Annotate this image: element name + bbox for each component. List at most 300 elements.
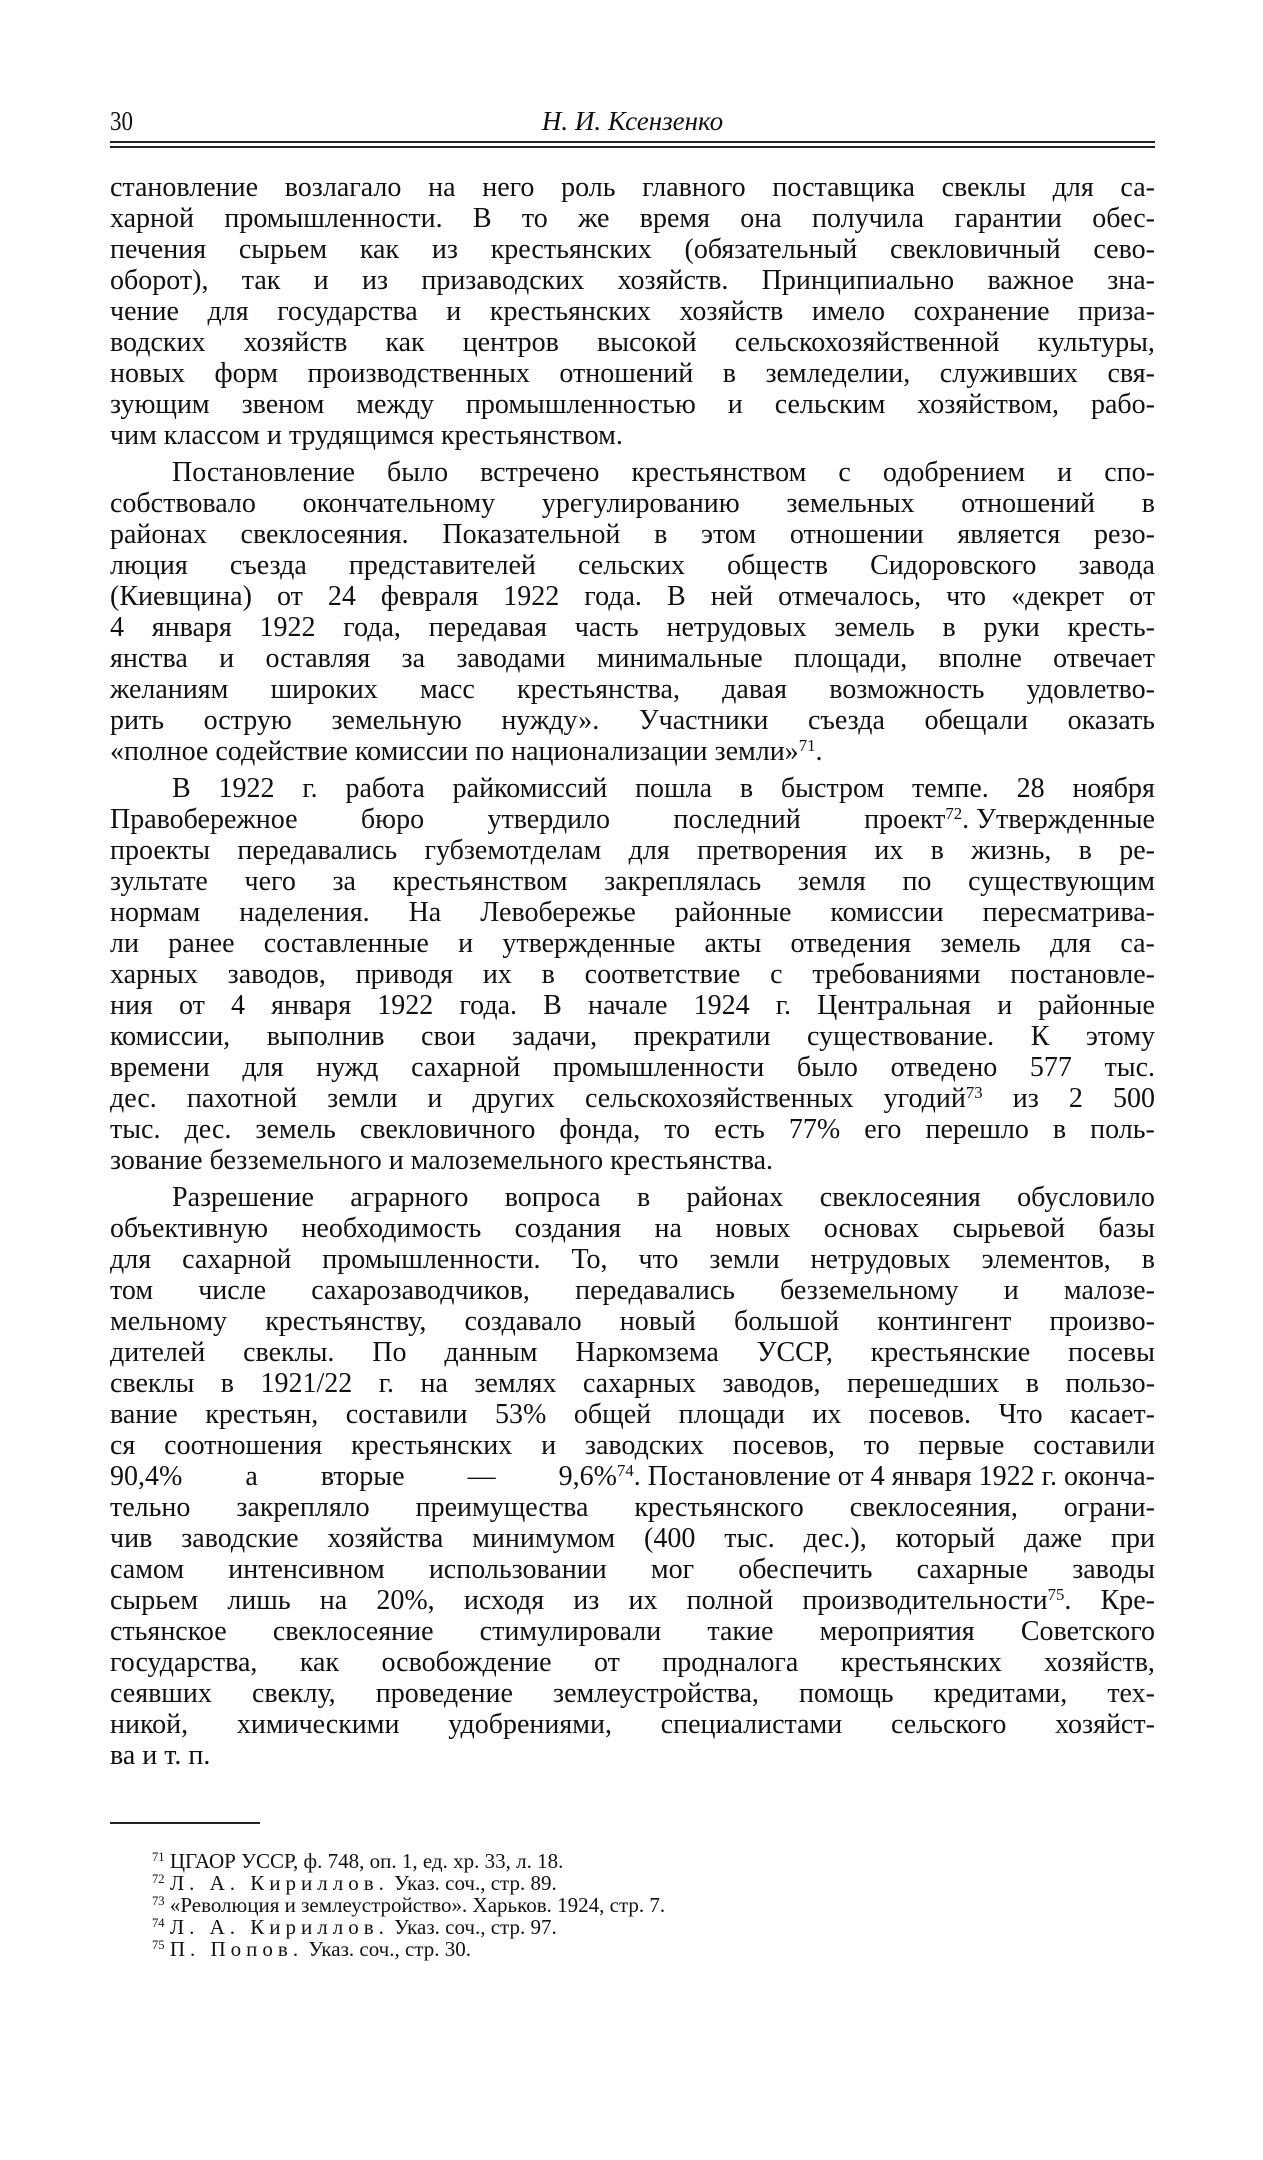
word: приза-: [1078, 296, 1155, 327]
text-line: [110, 1647, 1155, 1678]
word: нужд: [316, 1052, 379, 1083]
word: в: [220, 1368, 234, 1399]
word: заводов,: [227, 959, 326, 990]
word: свеклосеяния.: [240, 519, 409, 550]
word: свеклосеяние: [272, 1616, 434, 1647]
word: В: [472, 203, 492, 234]
word: земледелии,: [765, 358, 911, 389]
word: получила: [812, 203, 925, 234]
word: их: [482, 959, 512, 990]
word: сырьем: [238, 234, 328, 265]
word: существование.: [807, 1021, 995, 1052]
word: (обязательный: [684, 234, 858, 265]
word: числе: [198, 1275, 267, 1306]
footnote-number: 72: [152, 1872, 165, 1887]
word: сахарозаводчиков,: [311, 1275, 530, 1306]
word: передавались: [575, 1275, 735, 1306]
word: 4: [230, 990, 245, 1021]
word: часть: [574, 612, 639, 643]
word: новых: [110, 358, 186, 389]
word: харной: [110, 203, 195, 234]
word: крестьян,: [205, 1399, 319, 1430]
word: обес-: [1092, 203, 1155, 234]
text-line: [110, 457, 1155, 488]
word: свя-: [1107, 358, 1155, 389]
word: В: [172, 773, 191, 804]
footnote-number: 73: [152, 1894, 165, 1909]
word: года.: [459, 990, 518, 1021]
word: и: [446, 296, 462, 327]
word: На: [408, 897, 442, 928]
text-line: [110, 804, 1155, 835]
word: что: [946, 581, 987, 612]
word: от: [178, 990, 205, 1021]
word: хозяйств: [243, 327, 348, 358]
text-line: [110, 1461, 1155, 1492]
word: ранее: [168, 928, 235, 959]
text-line: [110, 1275, 1155, 1306]
word: важное: [987, 265, 1074, 296]
word: крестьянских: [489, 296, 651, 327]
word: дес.),: [803, 1523, 867, 1554]
footnote-text: Указ. соч., стр. 97.: [388, 1915, 557, 1939]
footnote: [152, 1938, 1052, 1960]
word: районные: [674, 897, 792, 928]
word: промышленности: [552, 1052, 765, 1083]
word: тельно: [110, 1492, 191, 1523]
text-line: [110, 1523, 1155, 1554]
page-number: 30: [110, 106, 133, 136]
word: закреплялась: [604, 866, 762, 897]
word: произво-: [1049, 1306, 1155, 1337]
word: в: [739, 773, 754, 804]
word: свекловичного: [359, 1114, 536, 1145]
word: прекратили: [633, 1021, 771, 1052]
word: малозе-: [1063, 1275, 1155, 1306]
word: продналога: [662, 1647, 799, 1678]
word: желаниям: [110, 674, 229, 705]
word: Показательной: [442, 519, 621, 550]
footnote-number: 74: [152, 1916, 165, 1931]
word: Что: [998, 1399, 1043, 1430]
footnote-text: Указ. соч., стр. 30.: [303, 1937, 471, 1961]
word: промышленности.: [322, 1244, 541, 1275]
word: 1922: [218, 773, 275, 804]
word: и: [1003, 1275, 1019, 1306]
word: 4: [110, 612, 124, 643]
word: культуры,: [1037, 327, 1155, 358]
word: передавая: [428, 612, 547, 643]
word: необходимость: [301, 1213, 482, 1244]
word: составили: [345, 1399, 468, 1430]
word: в: [722, 358, 736, 389]
text-line: [110, 1430, 1155, 1461]
word: комиссии,: [110, 1021, 231, 1052]
word: г.: [302, 773, 318, 804]
word: темпе.: [911, 773, 989, 804]
word: посевов,: [732, 1430, 835, 1461]
word: становление: [110, 172, 259, 203]
word: сельских: [578, 550, 685, 581]
word: чение: [110, 296, 179, 327]
word: в: [1025, 1368, 1039, 1399]
word: тех-: [1107, 1678, 1155, 1709]
word: призаводских: [421, 265, 585, 296]
word: представителей: [348, 550, 536, 581]
word: заводов,: [722, 1368, 821, 1399]
text-line: [110, 1368, 1155, 1399]
word: него: [482, 172, 535, 203]
word: из: [361, 265, 389, 296]
word: между: [356, 389, 434, 420]
word: пошла: [635, 773, 713, 804]
text-line: [110, 1244, 1155, 1275]
word: было: [387, 457, 449, 488]
footnote-ref[interactable]: 72: [945, 803, 963, 823]
footnote: [152, 1894, 1052, 1916]
word: сахарных: [582, 1368, 696, 1399]
word: ней: [710, 581, 754, 612]
footnote-ref[interactable]: 71: [798, 735, 816, 755]
word: и: [541, 1430, 557, 1461]
word: Центральная: [817, 990, 972, 1021]
word: заводами: [456, 643, 566, 674]
text-line: [110, 389, 1155, 420]
word: урегулированию: [541, 488, 740, 519]
word: и: [727, 389, 743, 420]
word: же: [578, 203, 610, 234]
word: харных: [110, 959, 198, 990]
word: последний: [673, 804, 801, 835]
word: специалистами: [660, 1709, 843, 1740]
word: Разрешение: [172, 1182, 314, 1213]
word: кредитами,: [933, 1678, 1068, 1709]
word: По: [372, 1337, 407, 1368]
text-line: [110, 296, 1155, 327]
text-line: [110, 265, 1155, 296]
word: такие: [707, 1616, 774, 1647]
word: тыс.: [110, 1114, 161, 1145]
word: 1922: [259, 612, 316, 643]
word: аграрного: [350, 1182, 469, 1213]
word: существующим: [968, 866, 1155, 897]
paragraph: [110, 457, 1155, 767]
word: губземотделам: [424, 835, 602, 866]
text-line: [110, 612, 1155, 643]
line-text: дес. пахотной земли и других сельскохозяйственных угодий: [110, 1083, 966, 1114]
text-line: [110, 327, 1155, 358]
word: вание: [110, 1399, 178, 1430]
word: составленные: [263, 928, 429, 959]
word: поставщика: [772, 172, 915, 203]
word: в: [1052, 1114, 1067, 1145]
text-line: [110, 1399, 1155, 1430]
word: земель: [834, 612, 915, 643]
word: свои: [421, 1021, 476, 1052]
word: касает-: [1070, 1399, 1155, 1430]
word: звеном: [241, 389, 325, 420]
word: земель: [940, 928, 1021, 959]
word: было: [796, 1052, 858, 1083]
word: В: [543, 990, 562, 1021]
word: бюро: [360, 804, 425, 835]
word: Принципиально: [761, 265, 955, 296]
word: минимальные: [596, 643, 763, 674]
footnote-ref[interactable]: 74: [616, 1460, 634, 1480]
text-line: [110, 959, 1155, 990]
word: 24: [327, 581, 356, 612]
word: ния: [110, 990, 153, 1021]
word: в: [654, 519, 668, 550]
footnote: [152, 1916, 1052, 1938]
footnote-ref[interactable]: 75: [1047, 1584, 1065, 1604]
word: 90,4%: [110, 1461, 183, 1492]
word: острую: [203, 705, 292, 736]
word: фонда,: [559, 1114, 641, 1145]
word: крестьянского: [634, 1492, 804, 1523]
footnote-separator: [110, 1822, 260, 1824]
text-line: [110, 420, 1155, 451]
text-line: [110, 643, 1155, 674]
word: обеспечить: [738, 1554, 873, 1585]
word: нормам: [110, 897, 201, 928]
word: комиссии: [830, 897, 944, 928]
word: отношении: [789, 519, 924, 550]
word: райкомиссий: [452, 773, 608, 804]
word: съезда: [807, 705, 885, 736]
word: сево-: [1093, 234, 1155, 265]
word: для: [110, 1244, 152, 1275]
word: сеявших: [110, 1678, 212, 1709]
text-line: [110, 1145, 1155, 1176]
word: посевов.: [868, 1399, 972, 1430]
word: даже: [1024, 1523, 1083, 1554]
word: года.: [584, 581, 642, 612]
word: ограни-: [1063, 1492, 1155, 1523]
word: требованиями: [812, 959, 981, 990]
word: данным: [444, 1337, 538, 1368]
word: тыс.: [724, 1523, 775, 1554]
line-text-tail: . Кре-: [1064, 1585, 1155, 1616]
word: 1922: [377, 990, 434, 1021]
word: от: [276, 581, 303, 612]
word: земельных: [786, 488, 915, 519]
word: УССР,: [756, 1337, 833, 1368]
word: времени: [110, 1052, 210, 1083]
word: соответствие: [584, 959, 741, 990]
word: как: [385, 327, 425, 358]
word: государства,: [110, 1647, 258, 1678]
word: самом: [110, 1554, 185, 1585]
word: новых: [715, 1213, 791, 1244]
word: форм: [214, 358, 278, 389]
word: претворения: [697, 835, 848, 866]
word: удобрениями,: [448, 1709, 612, 1740]
word: закрепляло: [236, 1492, 370, 1523]
word: спо-: [1104, 457, 1155, 488]
word: никой,: [110, 1709, 189, 1740]
word: К: [1030, 1021, 1050, 1052]
word: его: [864, 1114, 902, 1145]
text-line: [110, 773, 1155, 804]
paragraph: [110, 1182, 1155, 1771]
word: постановле-: [1010, 959, 1155, 990]
word: сырьевой: [952, 1213, 1066, 1244]
word: ся: [110, 1430, 136, 1461]
word: районах: [686, 1182, 784, 1213]
word: от: [594, 1647, 620, 1678]
word: от: [1129, 581, 1155, 612]
word: гарантии: [954, 203, 1062, 234]
word: тыс.: [1104, 1052, 1155, 1083]
word: крестьянством: [392, 866, 568, 897]
word: хозяйст-: [1055, 1709, 1155, 1740]
word: 577: [1029, 1052, 1072, 1083]
word: в: [942, 612, 956, 643]
word: приводя: [355, 959, 453, 990]
footnote-author: Л. А. Кириллов.: [169, 1915, 389, 1939]
word: помощь: [798, 1678, 894, 1709]
word: в: [1078, 835, 1092, 866]
word: чего: [244, 866, 296, 897]
word: сельскохозяйственной: [734, 327, 1000, 358]
word: крестьянских: [351, 1430, 513, 1461]
word: съезда: [229, 550, 307, 581]
word: рабо-: [1090, 389, 1155, 420]
word: возможность: [829, 674, 985, 705]
word: г.: [378, 1368, 395, 1399]
word: Постановление: [172, 457, 355, 488]
word: для: [242, 1052, 284, 1083]
word: работа: [345, 773, 425, 804]
text-line: [110, 1740, 1155, 1771]
word: 1924: [693, 990, 750, 1021]
word: года,: [343, 612, 401, 643]
word: при: [1110, 1523, 1155, 1554]
header-rule-top: [110, 141, 1155, 143]
text-line: [110, 928, 1155, 959]
text-line: [110, 1021, 1155, 1052]
word: Правобережное: [110, 804, 298, 835]
word: ли: [110, 928, 139, 959]
word: есть: [714, 1114, 765, 1145]
word: как: [299, 1647, 340, 1678]
word: собствовало: [110, 488, 256, 519]
word: масс: [419, 674, 475, 705]
word: производственных: [307, 358, 530, 389]
footnote-ref[interactable]: 73: [965, 1082, 983, 1102]
word: резо-: [1093, 519, 1155, 550]
word: мероприятия: [819, 1616, 975, 1647]
text-line: [110, 1337, 1155, 1368]
word: на: [654, 1213, 682, 1244]
word: она: [740, 203, 782, 234]
word: заводы: [1072, 1554, 1155, 1585]
word: проекты: [110, 835, 211, 866]
line-text-tail: . Утвержденные: [962, 804, 1155, 835]
word: чив: [110, 1523, 153, 1554]
footnote-text: Указ. соч., стр. 89.: [388, 1871, 557, 1895]
paragraph: [110, 172, 1155, 451]
word: соотношения: [164, 1430, 323, 1461]
text-line: [110, 1083, 1155, 1114]
word: водских: [110, 327, 206, 358]
word: Наркомзема: [575, 1337, 719, 1368]
word: отмечалось,: [778, 581, 922, 612]
word: свеклосеяния: [819, 1182, 981, 1213]
line-text: «полное содействие комиссии по национализации земли»: [110, 736, 799, 767]
word: заводских: [584, 1430, 704, 1461]
word: вполне: [938, 643, 1022, 674]
word: са-: [1120, 928, 1155, 959]
word: Участники: [638, 705, 769, 736]
word: обществ: [727, 550, 828, 581]
word: промышленности.: [224, 203, 443, 234]
word: отведено: [890, 1052, 998, 1083]
text-line: [110, 1616, 1155, 1647]
word: акты: [704, 928, 762, 959]
line-text: ва и т. п.: [110, 1740, 211, 1771]
word: и: [219, 643, 235, 674]
word: общей: [573, 1399, 652, 1430]
word: обещали: [924, 705, 1028, 736]
word: завода: [1078, 550, 1155, 581]
word: землеустройства,: [553, 1678, 759, 1709]
text-line: [110, 203, 1155, 234]
word: г.: [775, 990, 792, 1021]
word: наделения.: [239, 897, 370, 928]
word: сохранение: [913, 296, 1050, 327]
word: встречено: [480, 457, 600, 488]
word: января: [151, 612, 232, 643]
word: то: [521, 203, 548, 234]
footnote-text: ЦГАОР УССР, ф. 748, оп. 1, ед. хр. 33, л. 18.: [169, 1849, 564, 1873]
word: начале: [587, 990, 668, 1021]
word: районах: [110, 519, 207, 550]
word: перешло: [925, 1114, 1029, 1145]
text-line: [110, 1306, 1155, 1337]
word: высокой: [596, 327, 697, 358]
word: элементов,: [981, 1244, 1111, 1275]
word: сельского: [891, 1709, 1007, 1740]
word: свеклы: [941, 172, 1026, 203]
word: 53%: [495, 1399, 547, 1430]
footnote-author: Л. А. Кириллов.: [169, 1871, 389, 1895]
word: свеклу,: [251, 1678, 336, 1709]
line-text: сырьем лишь на 20%, исходя из их полной производительности: [110, 1585, 1048, 1616]
word: с: [838, 457, 851, 488]
word: (Киевщина): [110, 581, 252, 612]
word: их: [874, 835, 904, 866]
word: отведения: [790, 928, 912, 959]
word: и: [313, 265, 329, 296]
word: мог: [650, 1554, 695, 1585]
word-group: [559, 1461, 1155, 1492]
word: оставляя: [265, 643, 371, 674]
word: роль: [561, 172, 616, 203]
line-text-tail: из 2 500: [982, 1083, 1155, 1114]
word: отвечает: [1053, 643, 1155, 674]
word: который: [895, 1523, 996, 1554]
word: оказать: [1067, 705, 1155, 736]
word: ноября: [1072, 773, 1155, 804]
word: том: [110, 1275, 154, 1306]
word: жизнь,: [971, 835, 1052, 866]
word: главного: [642, 172, 746, 203]
text-line: [110, 674, 1155, 705]
word: обусловило: [1017, 1182, 1155, 1213]
word: хозяйств,: [1044, 1647, 1155, 1678]
